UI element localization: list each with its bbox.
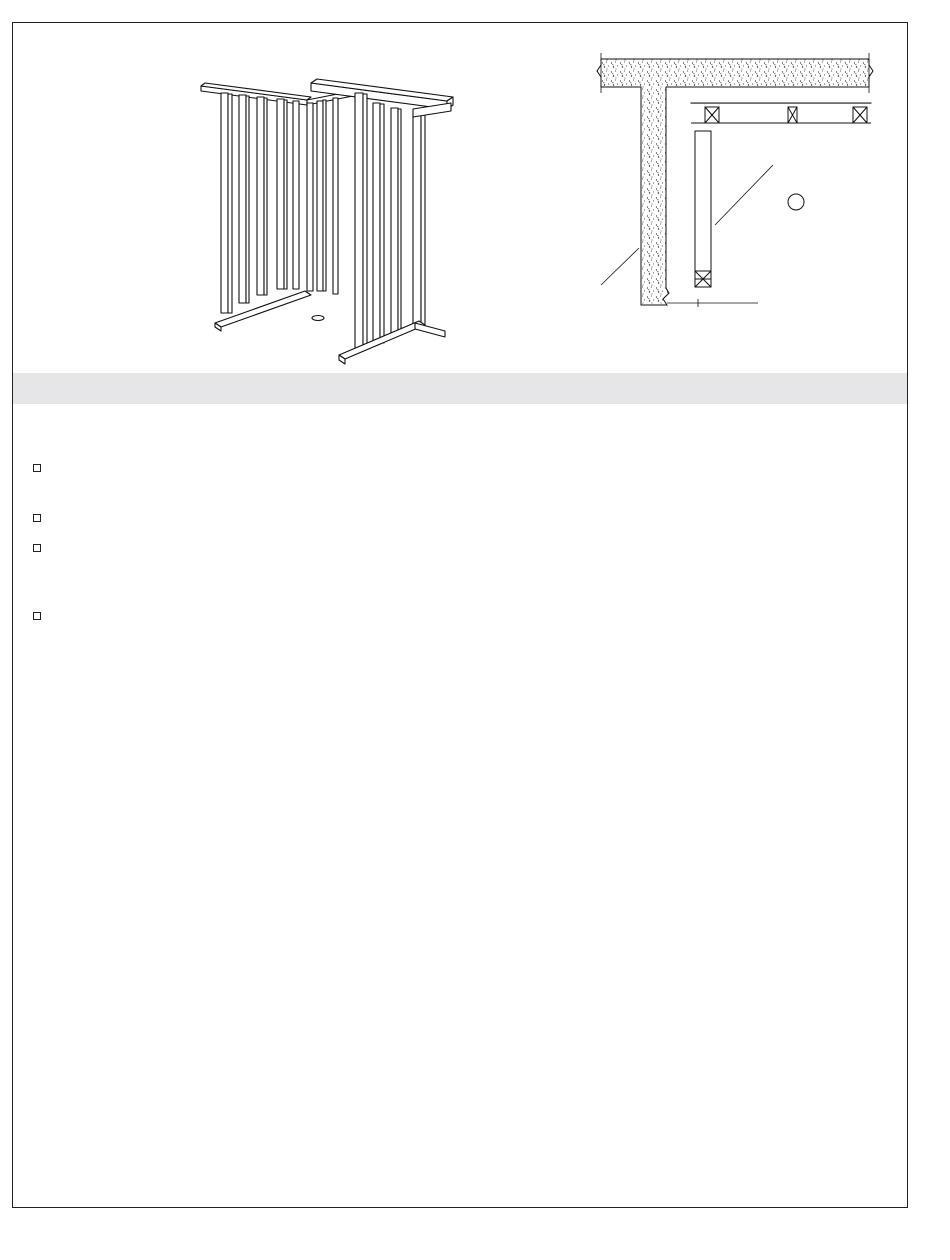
checklist-item — [33, 612, 51, 620]
checkbox[interactable] — [33, 464, 41, 472]
figure-area — [13, 23, 907, 373]
checklist-item — [33, 544, 51, 552]
checklist-item — [33, 514, 51, 522]
checkbox[interactable] — [33, 544, 41, 552]
checkbox[interactable] — [33, 514, 41, 522]
wall-framing-illustration — [193, 53, 463, 373]
checklist-item — [33, 464, 51, 472]
checkbox[interactable] — [33, 612, 41, 620]
section-detail-illustration — [583, 43, 883, 343]
section-header-band — [13, 373, 907, 404]
